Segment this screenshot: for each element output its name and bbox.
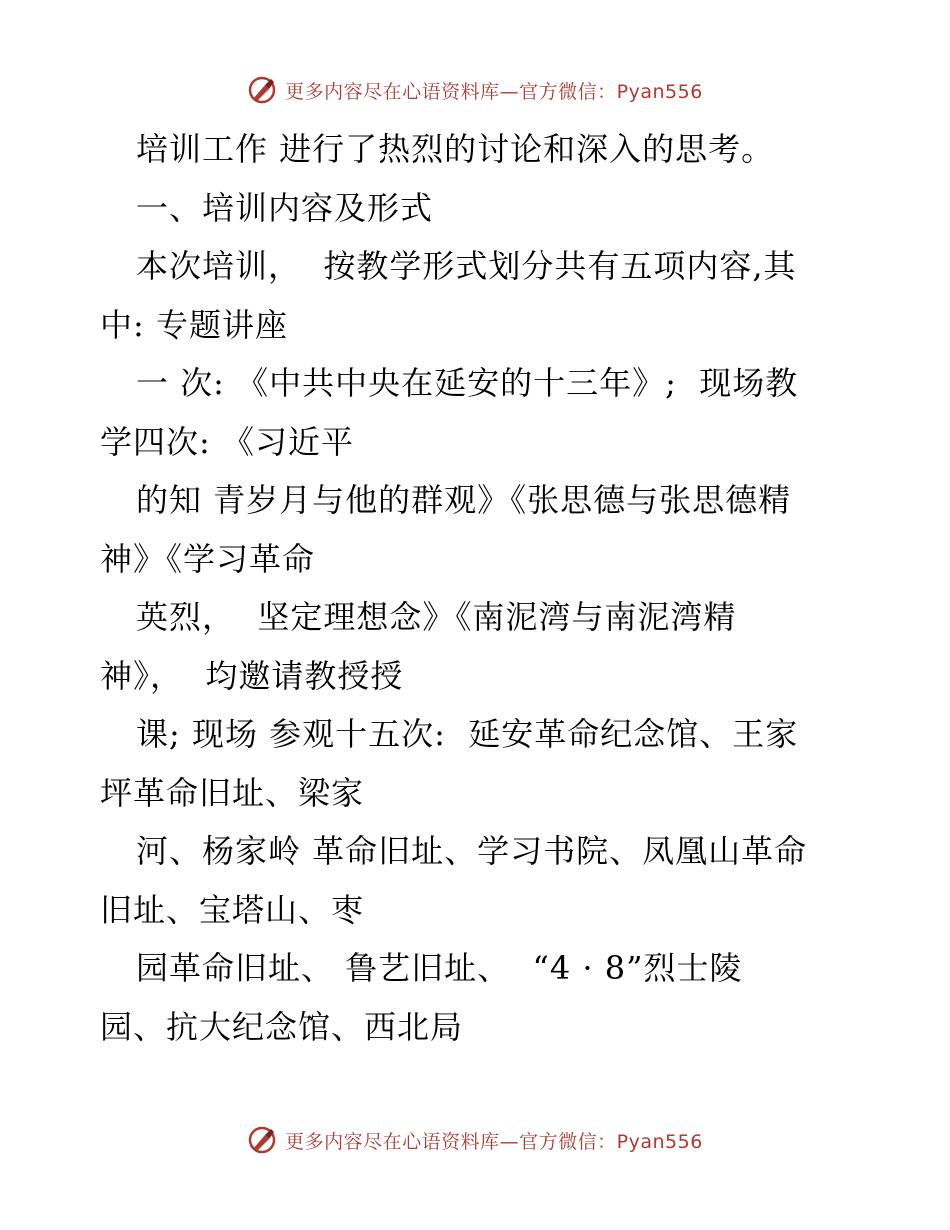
document-body bbox=[100, 120, 860, 1056]
paragraph-line: 培训工作 进行了热烈的讨论和深入的思考。 bbox=[136, 130, 775, 168]
paragraph-line: 课; 现场 参观十五次: 延安革命纪念馆、王家 bbox=[136, 715, 799, 753]
footer-text: 更多内容尽在心语资料库—官方微信：Pyan556 bbox=[285, 1130, 703, 1153]
paragraph-line: 园革命旧址、 鲁艺旧址、 “4 · 8”烈士陵 bbox=[136, 949, 743, 987]
section-heading: 一、培训内容及形式 bbox=[136, 188, 434, 227]
footer-watermark bbox=[0, 1120, 950, 1160]
paragraph-line: 英烈， 坚定理想念》《南泥湾与南泥湾精 bbox=[136, 598, 737, 636]
paragraph-line: 园、抗大纪念馆、西北局 bbox=[100, 1007, 464, 1046]
paragraph-line: 坪革命旧址、梁家 bbox=[100, 773, 365, 812]
paragraph-line: 神》《学习革命 bbox=[100, 539, 316, 578]
paragraph-line: 旧址、宝塔山、枣 bbox=[100, 890, 365, 929]
paragraph-line: 本次培训， 按教学形式划分共有五项内容,其 bbox=[136, 247, 797, 285]
paragraph-line: 一 次: 《中共中央在延安的十三年》; 现场教 bbox=[136, 364, 799, 402]
paragraph-line: 中: 专题讲座 bbox=[100, 305, 288, 344]
header-text: 更多内容尽在心语资料库—官方微信：Pyan556 bbox=[285, 80, 703, 103]
pen-nib-logo-icon bbox=[247, 1125, 277, 1155]
paragraph-line: 学四次: 《习近平 bbox=[100, 422, 354, 461]
paragraph-line: 河、杨家岭 革命旧址、学习书院、凤凰山革命 bbox=[136, 832, 808, 870]
paragraph-line: 神》， 均邀请教授授 bbox=[100, 656, 404, 695]
paragraph-line: 的知 青岁月与他的群观》《张思德与张思德精 bbox=[136, 481, 792, 519]
header-watermark bbox=[0, 70, 950, 110]
pen-nib-logo-icon bbox=[247, 75, 277, 105]
